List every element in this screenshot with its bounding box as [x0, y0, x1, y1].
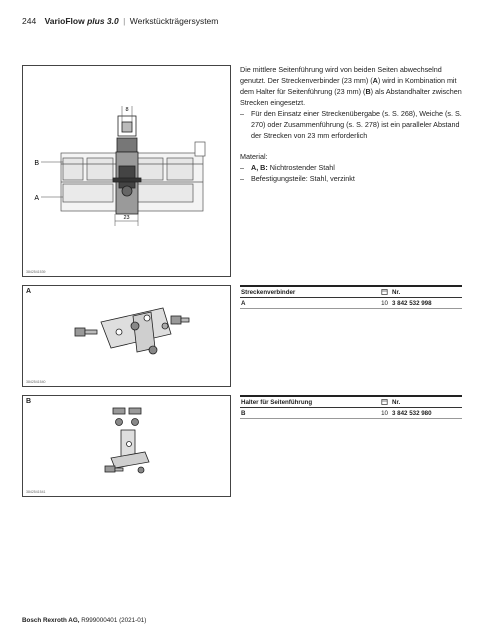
- dimension-top: 8: [125, 107, 129, 113]
- page-header: [22, 16, 218, 26]
- table-header: [240, 396, 462, 408]
- dimension-bottom: 23: [123, 215, 130, 221]
- company-name: Bosch Rexroth AG,: [22, 617, 80, 624]
- package-icon: [360, 396, 391, 408]
- table-header: [240, 286, 462, 298]
- material-item: – A, B: Nichtrostender Stahl: [240, 163, 335, 172]
- brand-suffix: plus 3.0: [87, 16, 119, 26]
- figure-a-label: A: [26, 288, 32, 295]
- table-halter-seitenfuehrung: [240, 395, 462, 419]
- brand-name: VarioFlow: [44, 16, 85, 26]
- material-label: Material:: [240, 152, 268, 161]
- figure-b-label: B: [26, 398, 32, 405]
- column-header: Nr.: [391, 396, 462, 408]
- intro-paragraph: Die mittlere Seitenführung wird von beiden Seiten abwechselnd genutzt. Der Streckenverbinder (23 mm) (A) wird in Kombination mit dem Halter für Seitenführung (23 mm) (B) als Abstandhalter zwischen Strecken eingesetzt.: [240, 65, 462, 107]
- table-row: A 10 3 842 532 998: [240, 298, 462, 309]
- page-number: 244: [22, 16, 37, 26]
- column-header: Streckenverbinder: [240, 286, 360, 298]
- figure-b-code: 3842541541: [26, 490, 46, 494]
- table-streckenverbinder: [240, 285, 462, 309]
- figure-code: 3842541539: [26, 270, 46, 274]
- column-header: Halter für Seitenführung: [240, 396, 360, 408]
- assembly-drawing: [23, 66, 230, 276]
- page-footer: [22, 617, 146, 624]
- material-item: – Befestigungsteile: Stahl, verzinkt: [240, 174, 355, 183]
- document-number: R999000401 (2021-01): [81, 617, 147, 624]
- package-icon: [360, 286, 391, 298]
- section-title: Werkstückträgersystem: [129, 16, 219, 26]
- connector-drawing: [23, 286, 230, 386]
- header-separator: |: [123, 16, 126, 26]
- bullet-item: – Für den Einsatz einer Streckenübergabe (s. S. 268), Weiche (s. S. 270) oder Zusammenführung (s. S. 278) ist ein paralleler Abstand der Strecken von 23 mm erforderlich: [240, 109, 462, 140]
- column-header: Nr.: [391, 286, 462, 298]
- table-row: B 10 3 842 532 980: [240, 408, 462, 419]
- description-text: [240, 64, 462, 184]
- figure-a-code: 3842541540: [26, 380, 46, 384]
- main-assembly-figure: [22, 65, 231, 277]
- figure-b: [22, 395, 231, 497]
- callout-a: A: [34, 195, 39, 202]
- callout-b: B: [34, 160, 39, 167]
- holder-drawing: [23, 396, 230, 496]
- figure-a: [22, 285, 231, 387]
